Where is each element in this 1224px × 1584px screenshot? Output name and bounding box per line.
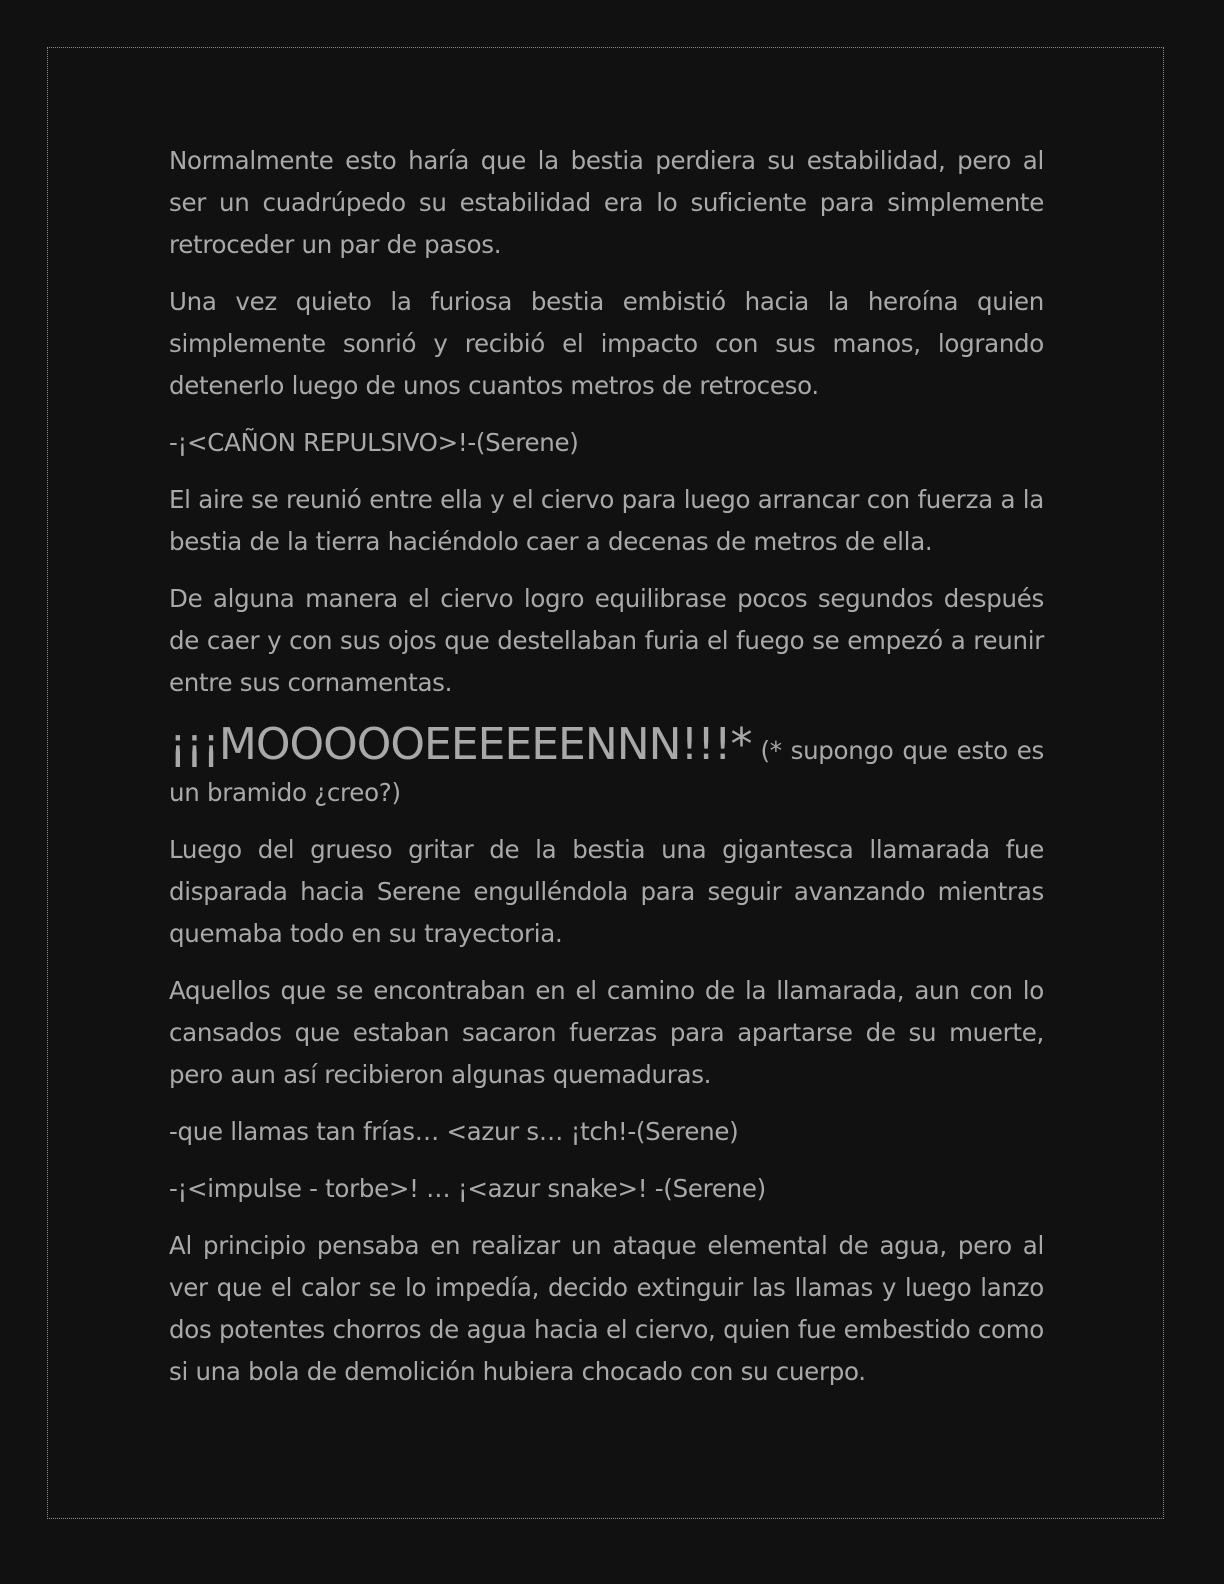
paragraph-3: El aire se reunió entre ella y el ciervo para luego arrancar con fuerza a la bestia de la tierra haciéndolo caer a decenas de metros de ella.	[169, 485, 1044, 556]
paragraph-6: Aquellos que se encontraban en el camino de la llamarada, aun con lo cansados que estaban sacaron fuerzas para apartarse de su muerte, pero aun así recibieron algunas quemaduras.	[169, 976, 1044, 1089]
dialogue-line-1: -¡<CAÑON REPULSIVO>!-(Serene)	[169, 428, 579, 457]
document-body	[169, 140, 1044, 1408]
paragraph-4: De alguna manera el ciervo logro equilibrase pocos segundos después de caer y con sus ojos que destellaban furia el fuego se empezó a reunir entre sus cornamentas.	[169, 584, 1044, 697]
paragraph-2: Una vez quieto la furiosa bestia embistió hacia la heroína quien simplemente sonrió y recibió el impacto con sus manos, logrando detenerlo luego de unos cuantos metros de retroceso.	[169, 287, 1044, 400]
dialogue-line-3: -¡<impulse - torbe>! … ¡<azur snake>! -(Serene)	[169, 1174, 766, 1203]
paragraph-1: Normalmente esto haría que la bestia perdiera su estabilidad, pero al ser un cuadrúpedo su estabilidad era lo suficiente para simplemente retroceder un par de pasos.	[169, 146, 1044, 259]
shout-text: ¡¡¡MOOOOOEEEEEENNN!!!*	[169, 719, 752, 770]
shout-paragraph	[169, 719, 1044, 814]
dialogue-line-2: -que llamas tan frías… <azur s… ¡tch!-(Serene)	[169, 1117, 739, 1146]
paragraph-5: Luego del grueso gritar de la bestia una gigantesca llamarada fue disparada hacia Serene engulléndola para seguir avanzando mientras quemaba todo en su trayectoria.	[169, 835, 1044, 948]
shout-note: (* supongo que esto es un bramido ¿creo?)	[169, 736, 1044, 807]
paragraph-7: Al principio pensaba en realizar un ataque elemental de agua, pero al ver que el calor se lo impedía, decido extinguir las llamas y luego lanzo dos potentes chorros de agua hacia el ciervo, quien fue embestido como si una bola de demolición hubiera chocado con su cuerpo.	[169, 1231, 1044, 1386]
